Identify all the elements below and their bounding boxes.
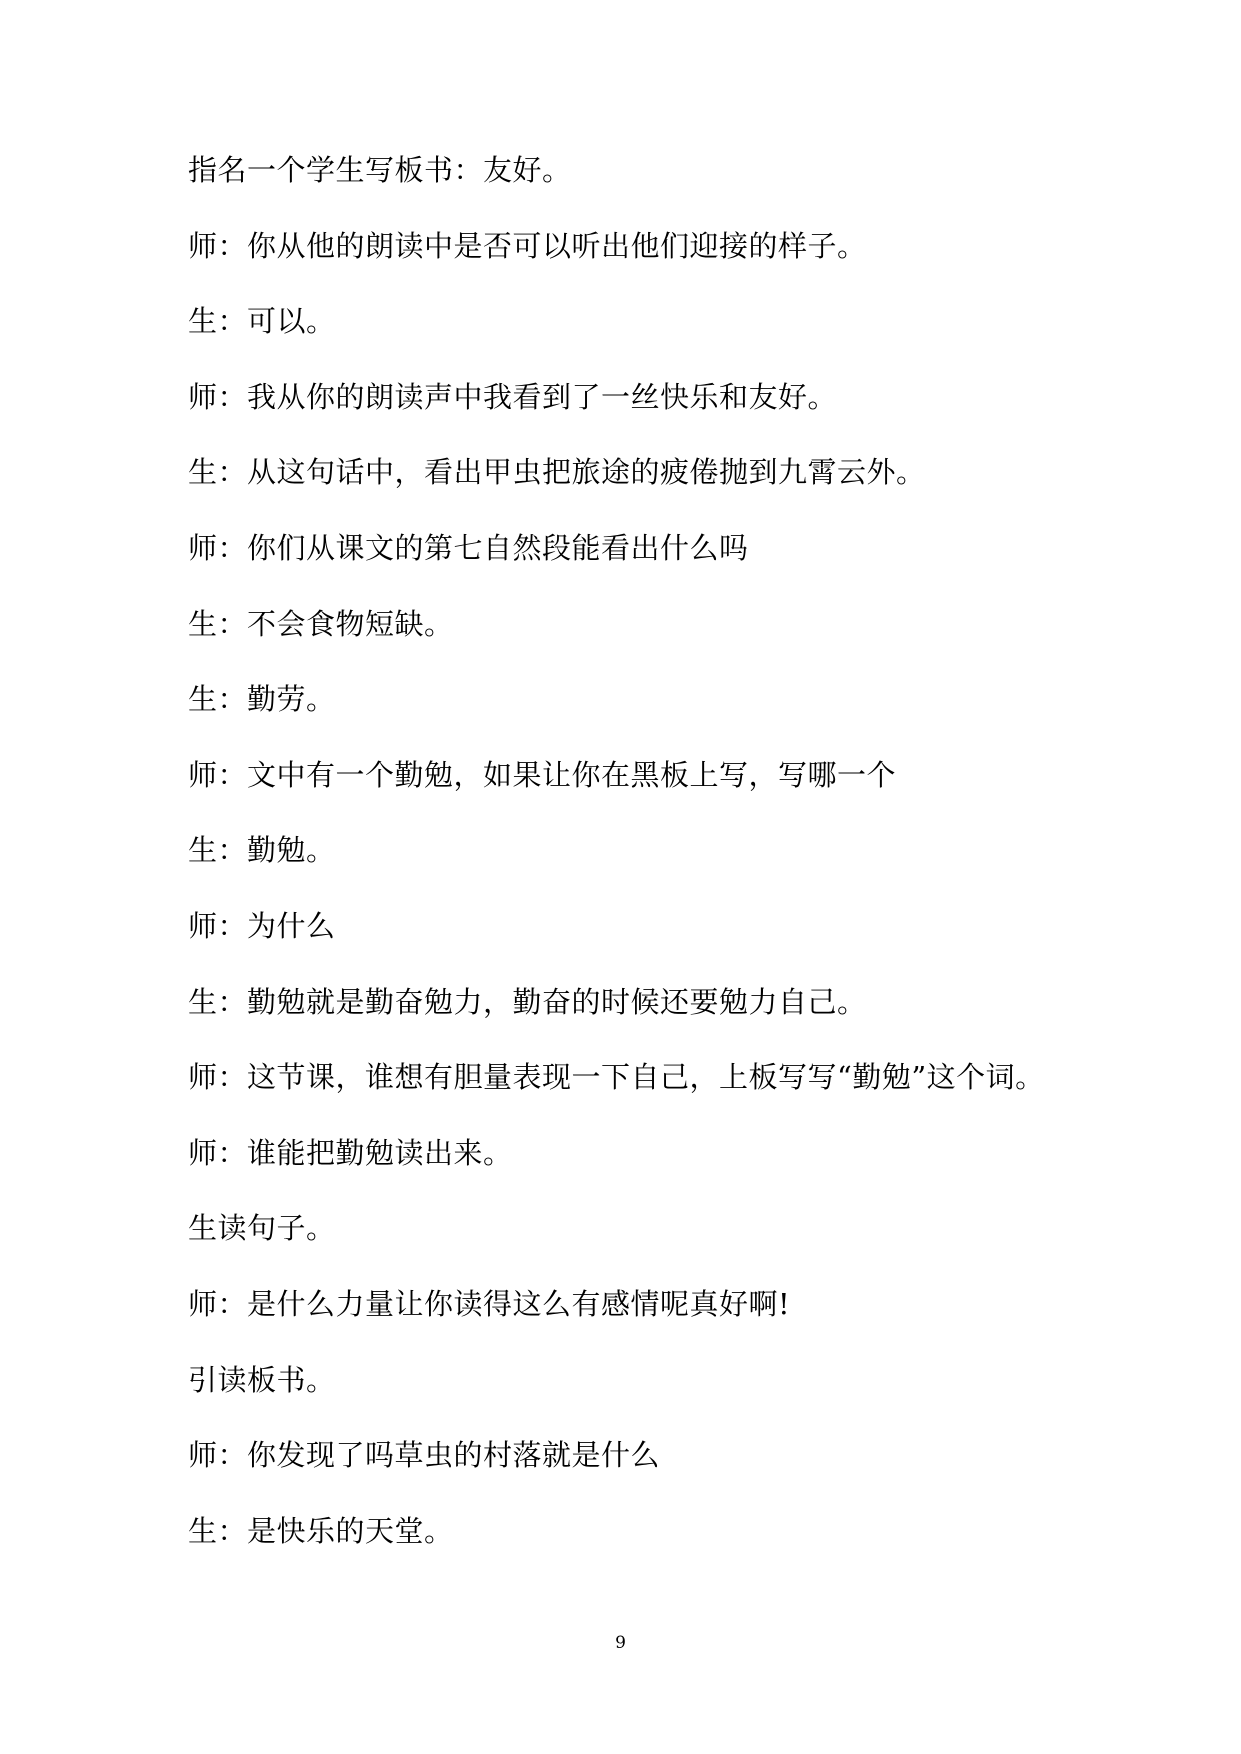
text-line: 生：勤劳。 [188, 682, 336, 717]
text-line: 师：你们从课文的第七自然段能看出什么吗 [188, 530, 749, 565]
text-line: 师：你从他的朗读中是否可以听出他们迎接的样子。 [188, 228, 867, 263]
text-line: 生读句子。 [188, 1211, 336, 1246]
text-line: 生：不会食物短缺。 [188, 606, 454, 641]
text-line: 师：文中有一个勤勉，如果让你在黑板上写，写哪一个 [188, 757, 897, 792]
text-line: 师：为什么 [188, 908, 336, 943]
text-line: 生：是快乐的天堂。 [188, 1513, 454, 1548]
page-number: 9 [615, 1633, 626, 1653]
text-line: 生：勤勉。 [188, 833, 336, 868]
document-body [188, 148, 1148, 1584]
text-line: 引读板书。 [188, 1362, 336, 1397]
text-line: 师：你发现了吗草虫的村落就是什么 [188, 1438, 661, 1473]
text-line: 指名一个学生写板书：友好。 [188, 153, 572, 187]
text-line: 生：从这句话中，看出甲虫把旅途的疲倦抛到九霄云外。 [188, 455, 926, 490]
text-line: 师：谁能把勤勉读出来。 [188, 1135, 513, 1170]
text-line: 生：勤勉就是勤奋勉力，勤奋的时候还要勉力自己。 [188, 984, 867, 1019]
text-line: 师：这节课，谁想有胆量表现一下自己，上板写写“勤勉”这个词。 [188, 1060, 1045, 1095]
text-line: 师：我从你的朗读声中我看到了一丝快乐和友好。 [188, 379, 838, 414]
text-line: 师：是什么力量让你读得这么有感情呢真好啊! [188, 1286, 791, 1321]
text-line: 生：可以。 [188, 304, 336, 339]
